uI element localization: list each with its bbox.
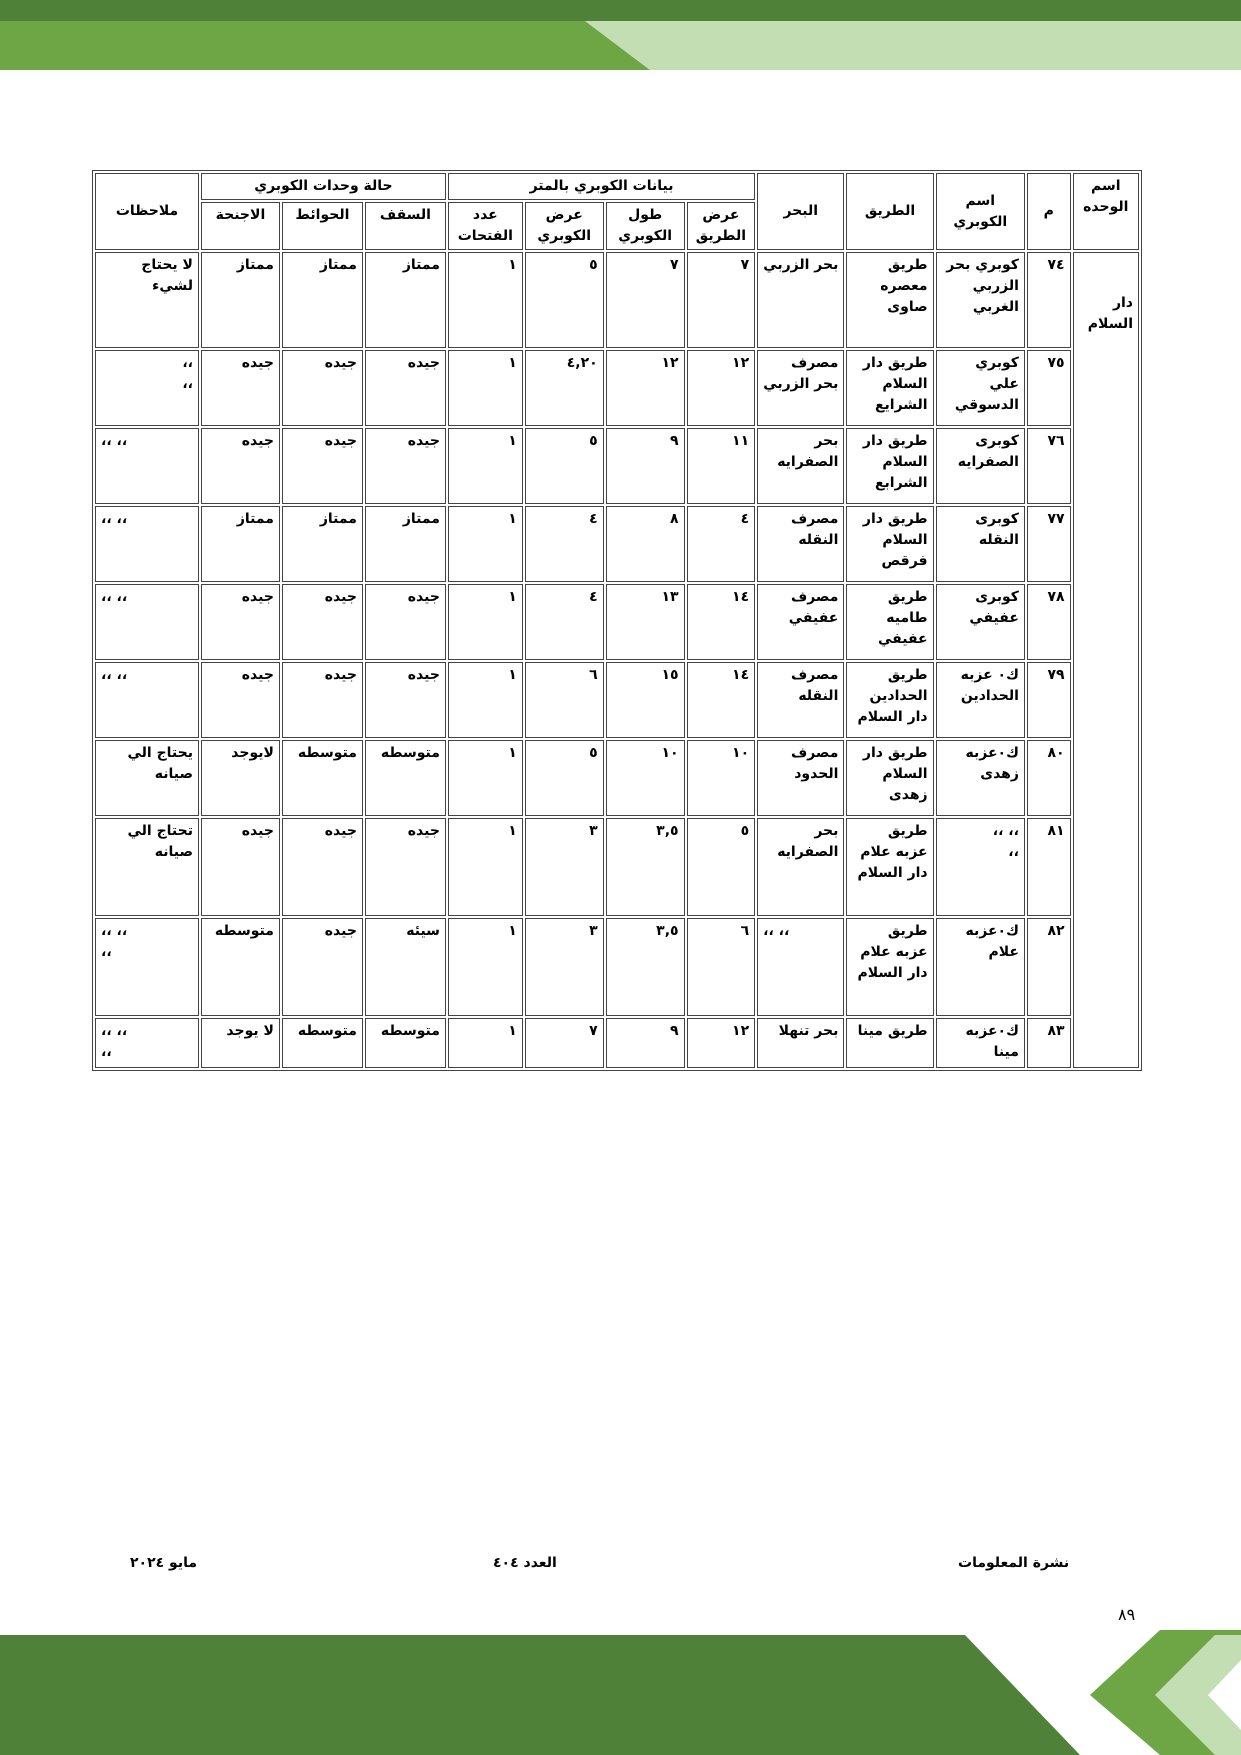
road-name: طريق عزبه علام دار السلام <box>846 918 933 1016</box>
row-num: ٨٢ <box>1027 918 1071 1016</box>
table-row <box>95 350 1139 426</box>
bridge-length: ٣,٥ <box>606 818 685 916</box>
bridges-table <box>92 170 1142 1071</box>
road-width: ١٤ <box>687 662 756 738</box>
top-banner <box>0 0 1241 75</box>
road-name: طريق عزبه علام دار السلام <box>846 818 933 916</box>
bridge-name: ك٠عزبه زهدى <box>936 740 1025 816</box>
header-group-condition: حالة وحدات الكوبري <box>201 173 446 200</box>
header-bridge-length: طول الكوبري <box>606 202 685 250</box>
road-name: طريق دار السلام الشرايع <box>846 350 933 426</box>
notes: ،، ،، <box>95 506 199 582</box>
wings-condition: لايوجد <box>201 740 280 816</box>
roof-condition: جيده <box>365 350 446 426</box>
wings-condition: لا يوجد <box>201 1018 280 1068</box>
header-group-data: بيانات الكوبري بالمتر <box>448 173 755 200</box>
header-road: الطريق <box>846 173 933 250</box>
header-bridge-width: عرض الكوبري <box>525 202 604 250</box>
header-waterway: البحر <box>757 173 844 250</box>
waterway-name: مصرف النقله <box>757 506 844 582</box>
wings-condition: جيده <box>201 350 280 426</box>
bridge-width: ٣ <box>525 918 604 1016</box>
header-wings: الاجنحة <box>201 202 280 250</box>
bridge-name: كوبرى عفيفي <box>936 584 1025 660</box>
wings-condition: جيده <box>201 662 280 738</box>
bridge-width: ٥ <box>525 740 604 816</box>
road-name: طريق دار السلام فرقص <box>846 506 933 582</box>
bridge-length: ٩ <box>606 428 685 504</box>
header-unit-name: اسم الوحده <box>1073 173 1139 250</box>
walls-condition: جيده <box>282 662 363 738</box>
bridge-name: ك٠عزبه علام <box>936 918 1025 1016</box>
bridge-width: ٥ <box>525 428 604 504</box>
footer-date: مايو ٢٠٢٤ <box>130 1555 198 1571</box>
waterway-name: بحر الصفرايه <box>757 428 844 504</box>
openings: ١ <box>448 428 523 504</box>
bridge-name: ،، ،، ،، <box>936 818 1025 916</box>
bridge-length: ٩ <box>606 1018 685 1068</box>
row-num: ٧٦ <box>1027 428 1071 504</box>
bridge-length: ١٠ <box>606 740 685 816</box>
bridge-width: ٥ <box>525 252 604 348</box>
header-notes: ملاحظات <box>95 173 199 250</box>
notes: ،، ،، <box>95 350 199 426</box>
bridge-width: ٧ <box>525 1018 604 1068</box>
walls-condition: متوسطه <box>282 1018 363 1068</box>
road-name: طريق الحدادين دار السلام <box>846 662 933 738</box>
roof-condition: جيده <box>365 662 446 738</box>
notes: لا يحتاج لشيء <box>95 252 199 348</box>
walls-condition: جيده <box>282 818 363 916</box>
waterway-name: ،، ،، <box>757 918 844 1016</box>
waterway-name: مصرف بحر الزربي <box>757 350 844 426</box>
footer-publication: نشرة المعلومات <box>958 1555 1070 1571</box>
notes: ،، ،، <box>95 428 199 504</box>
openings: ١ <box>448 252 523 348</box>
bridge-name: كوبرى النقله <box>936 506 1025 582</box>
road-width: ١٤ <box>687 584 756 660</box>
walls-condition: متوسطه <box>282 740 363 816</box>
header-openings: عدد الفتحات <box>448 202 523 250</box>
table-row <box>95 428 1139 504</box>
notes: يحتاج الي صيانه <box>95 740 199 816</box>
bridge-width: ٦ <box>525 662 604 738</box>
header-row-1 <box>95 173 1139 200</box>
road-name: طريق دار السلام الشرابع <box>846 428 933 504</box>
table-row <box>95 818 1139 916</box>
row-num: ٨١ <box>1027 818 1071 916</box>
row-num: ٧٥ <box>1027 350 1071 426</box>
row-num: ٧٤ <box>1027 252 1071 348</box>
notes: تحتاج الي صيانه <box>95 818 199 916</box>
roof-condition: جيده <box>365 584 446 660</box>
roof-condition: جيده <box>365 818 446 916</box>
notes: ،، ،، ،، <box>95 918 199 1016</box>
waterway-name: مصرف الحدود <box>757 740 844 816</box>
roof-condition: متوسطه <box>365 740 446 816</box>
openings: ١ <box>448 350 523 426</box>
bridge-length: ١٣ <box>606 584 685 660</box>
walls-condition: جيده <box>282 918 363 1016</box>
header-roof: السقف <box>365 202 446 250</box>
notes: ،، ،، <box>95 584 199 660</box>
header-walls: الحوائط <box>282 202 363 250</box>
openings: ١ <box>448 584 523 660</box>
header-road-width: عرض الطريق <box>687 202 756 250</box>
table-row <box>95 1018 1139 1068</box>
bridge-name: كوبري علي الدسوقي <box>936 350 1025 426</box>
road-width: ١٢ <box>687 350 756 426</box>
waterway-name: مصرف النقله <box>757 662 844 738</box>
row-num: ٨٣ <box>1027 1018 1071 1068</box>
wings-condition: جيده <box>201 428 280 504</box>
bridge-length: ١٥ <box>606 662 685 738</box>
table-row <box>95 506 1139 582</box>
bridge-length: ٣,٥ <box>606 918 685 1016</box>
notes: ،، ،، ،، <box>95 1018 199 1068</box>
bridge-width: ٤ <box>525 506 604 582</box>
road-name: طريق طاميه عفيفي <box>846 584 933 660</box>
table-row <box>95 584 1139 660</box>
road-width: ١٢ <box>687 1018 756 1068</box>
table-row <box>95 252 1139 348</box>
table-row <box>95 740 1139 816</box>
row-num: ٧٧ <box>1027 506 1071 582</box>
bridges-table-container <box>92 170 1142 1071</box>
waterway-name: بحر تنهلا <box>757 1018 844 1068</box>
road-width: ٧ <box>687 252 756 348</box>
walls-condition: جيده <box>282 350 363 426</box>
openings: ١ <box>448 662 523 738</box>
bridge-width: ٣ <box>525 818 604 916</box>
bridge-length: ٧ <box>606 252 685 348</box>
page-number: ٨٩ <box>1118 1605 1136 1624</box>
waterway-name: بحر الصفرايه <box>757 818 844 916</box>
road-name: طريق معصره صاوى <box>846 252 933 348</box>
openings: ١ <box>448 918 523 1016</box>
table-row <box>95 918 1139 1016</box>
header-num: م <box>1027 173 1071 250</box>
row-num: ٨٠ <box>1027 740 1071 816</box>
road-width: ٤ <box>687 506 756 582</box>
footer-issue: العدد ٤٠٤ <box>493 1555 557 1571</box>
row-num: ٧٩ <box>1027 662 1071 738</box>
walls-condition: جيده <box>282 584 363 660</box>
openings: ١ <box>448 506 523 582</box>
wings-condition: ممتاز <box>201 506 280 582</box>
walls-condition: جيده <box>282 428 363 504</box>
road-width: ١١ <box>687 428 756 504</box>
bridge-width: ٤,٢٠ <box>525 350 604 426</box>
waterway-name: بحر الزربي <box>757 252 844 348</box>
bridge-width: ٤ <box>525 584 604 660</box>
roof-condition: متوسطه <box>365 1018 446 1068</box>
bridge-name: ك٠ عزبه الحدادين <box>936 662 1025 738</box>
openings: ١ <box>448 818 523 916</box>
wings-condition: متوسطه <box>201 918 280 1016</box>
road-width: ١٠ <box>687 740 756 816</box>
header-bridge-name: اسم الكوبري <box>936 173 1025 250</box>
road-name: طريق دار السلام زهدى <box>846 740 933 816</box>
wings-condition: جيده <box>201 818 280 916</box>
openings: ١ <box>448 1018 523 1068</box>
bridge-length: ١٢ <box>606 350 685 426</box>
walls-condition: ممتاز <box>282 252 363 348</box>
wings-condition: ممتاز <box>201 252 280 348</box>
bottom-banner <box>0 1630 1241 1755</box>
table-row <box>95 662 1139 738</box>
bridge-name: كوبري بحر الزربي الغربي <box>936 252 1025 348</box>
road-name: طريق مينا <box>846 1018 933 1068</box>
roof-condition: ممتاز <box>365 252 446 348</box>
walls-condition: ممتاز <box>282 506 363 582</box>
waterway-name: مصرف عفيفي <box>757 584 844 660</box>
road-width: ٥ <box>687 818 756 916</box>
bridge-length: ٨ <box>606 506 685 582</box>
roof-condition: جيده <box>365 428 446 504</box>
notes: ،، ،، <box>95 662 199 738</box>
wings-condition: جيده <box>201 584 280 660</box>
row-num: ٧٨ <box>1027 584 1071 660</box>
unit-name-cell: دار السلام <box>1073 252 1139 1068</box>
roof-condition: ممتاز <box>365 506 446 582</box>
roof-condition: سيئه <box>365 918 446 1016</box>
openings: ١ <box>448 740 523 816</box>
road-width: ٦ <box>687 918 756 1016</box>
bridge-name: ك٠عزبه مينا <box>936 1018 1025 1068</box>
bridge-name: كوبرى الصفرايه <box>936 428 1025 504</box>
